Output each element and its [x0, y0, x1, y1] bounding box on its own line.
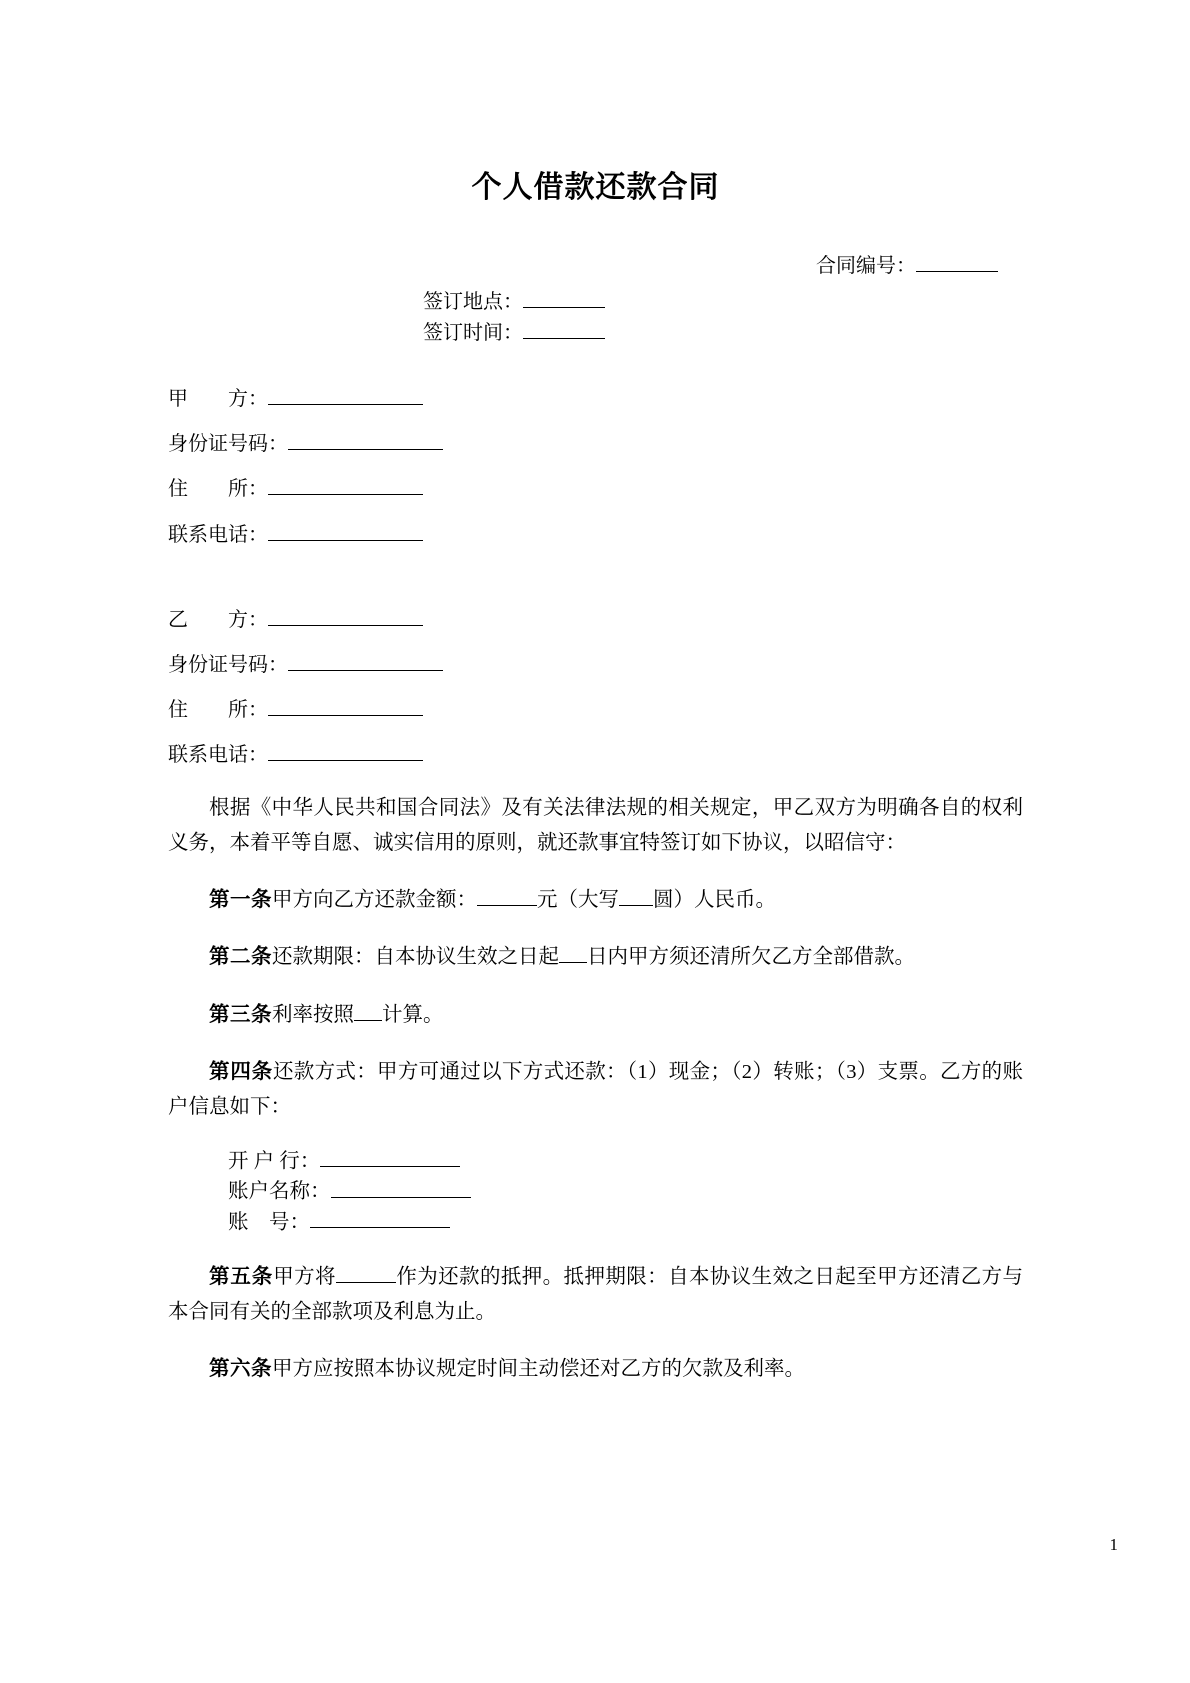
article-4: [168, 1055, 1023, 1126]
bank-name-label: 开 户 行：: [228, 1150, 321, 1173]
contract-number-row: [168, 251, 1023, 281]
article-1-marker: 第一条: [209, 889, 272, 911]
bank-name-row: [228, 1146, 1023, 1177]
article-3-text-2: 计算。: [382, 1003, 444, 1026]
party-b-address-row: [168, 688, 1023, 733]
party-a-name-label: 甲 方：: [168, 388, 268, 410]
party-a-address-row: [168, 467, 1023, 512]
article-3-marker: 第三条: [209, 1003, 272, 1026]
article-6-text-1: 甲方应按照本协议规定时间主动偿还对乙方的欠款及利率。: [272, 1358, 805, 1381]
party-b-block: [168, 598, 1023, 779]
party-b-id-blank[interactable]: [288, 650, 443, 671]
party-b-id-label: 身份证号码：: [168, 653, 288, 676]
sign-place-label: 签订地点：: [423, 291, 523, 313]
party-a-phone-label: 联系电话：: [168, 523, 268, 546]
article-1-amount-words-blank[interactable]: [619, 885, 653, 907]
article-3-text-1: 利率按照: [272, 1003, 354, 1026]
sign-time-row: [423, 318, 1023, 349]
article-5: [168, 1260, 1023, 1331]
party-b-id-row: [168, 643, 1023, 688]
page-title: 个人借款还款合同: [471, 171, 720, 204]
article-2-text-1: 还款期限：自本协议生效之日起: [272, 946, 559, 969]
article-5-collateral-blank[interactable]: [336, 1261, 396, 1283]
party-b-name-row: [168, 598, 1023, 643]
bank-name-blank[interactable]: [320, 1146, 460, 1168]
party-a-address-label: 住 所：: [168, 478, 268, 501]
party-b-name-label: 乙 方：: [168, 608, 268, 631]
party-b-address-label: 住 所：: [168, 699, 268, 722]
account-name-blank[interactable]: [331, 1176, 471, 1198]
preamble-paragraph: 根据《中华人民共和国合同法》及有关法律法规的相关规定，甲乙双方为明确各自的权利义务，本着平等自愿、诚实信用的原则，就还款事宜特签订如下协议，以昭信守：: [168, 796, 1023, 854]
document-body: [168, 0, 1023, 1408]
article-1-text-2: 元（大写: [537, 889, 619, 911]
party-a-phone-row: [168, 513, 1023, 558]
article-3: [168, 998, 1023, 1033]
party-b-phone-row: [168, 733, 1023, 778]
article-6-marker: 第六条: [209, 1358, 272, 1381]
party-b-address-blank[interactable]: [268, 695, 423, 716]
article-5-marker: 第五条: [209, 1265, 274, 1288]
article-5-text-2: 作为还款的抵押。抵押期限：自本协议生效之日起至甲方还清乙方与本合同有关的全部款项及利息为止。: [168, 1265, 1024, 1323]
sign-place-row: [423, 287, 1023, 318]
sign-time-label: 签订时间：: [423, 322, 523, 344]
article-1-text-1: 甲方向乙方还款金额：: [272, 889, 477, 911]
article-6: [168, 1352, 1023, 1387]
party-a-id-blank[interactable]: [288, 429, 443, 450]
article-2-marker: 第二条: [209, 946, 272, 969]
article-1-amount-blank[interactable]: [477, 885, 537, 907]
party-a-id-label: 身份证号码：: [168, 433, 288, 456]
account-number-label: 账 号：: [228, 1211, 310, 1234]
article-1: [168, 883, 1023, 918]
party-a-id-row: [168, 422, 1023, 467]
party-a-phone-blank[interactable]: [268, 520, 423, 541]
article-2-text-2: 日内甲方须还清所欠乙方全部借款。: [587, 946, 915, 969]
contract-number-blank[interactable]: [916, 251, 998, 272]
article-1-text-3: 圆）人民币。: [653, 889, 776, 911]
article-3-rate-blank[interactable]: [354, 999, 382, 1021]
article-4-text-1: 还款方式：甲方可通过以下方式还款：（1）现金；（2）转账；（3）支票。乙方的账户信息如下：: [168, 1060, 1023, 1118]
party-a-name-row: [168, 377, 1023, 422]
sign-time-blank[interactable]: [523, 318, 605, 339]
account-number-row: [228, 1207, 1023, 1238]
article-5-text-1: 甲方将: [273, 1265, 336, 1288]
party-a-block: [168, 377, 1023, 558]
contract-number-label: 合同编号：: [816, 255, 916, 277]
account-number-blank[interactable]: [310, 1207, 450, 1229]
account-name-row: [228, 1176, 1023, 1207]
party-b-phone-blank[interactable]: [268, 740, 423, 761]
account-name-label: 账户名称：: [228, 1180, 331, 1203]
article-4-marker: 第四条: [209, 1060, 273, 1083]
article-2-days-blank[interactable]: [559, 942, 587, 964]
party-a-address-blank[interactable]: [268, 474, 423, 495]
sign-place-blank[interactable]: [523, 287, 605, 308]
page-number: 1: [1109, 1535, 1118, 1554]
article-2: [168, 940, 1023, 975]
party-a-name-blank[interactable]: [268, 384, 423, 405]
signing-info-block: [168, 287, 1023, 349]
party-b-name-blank[interactable]: [268, 605, 423, 626]
bank-account-info-block: [168, 1146, 1023, 1238]
party-b-phone-label: 联系电话：: [168, 744, 268, 767]
